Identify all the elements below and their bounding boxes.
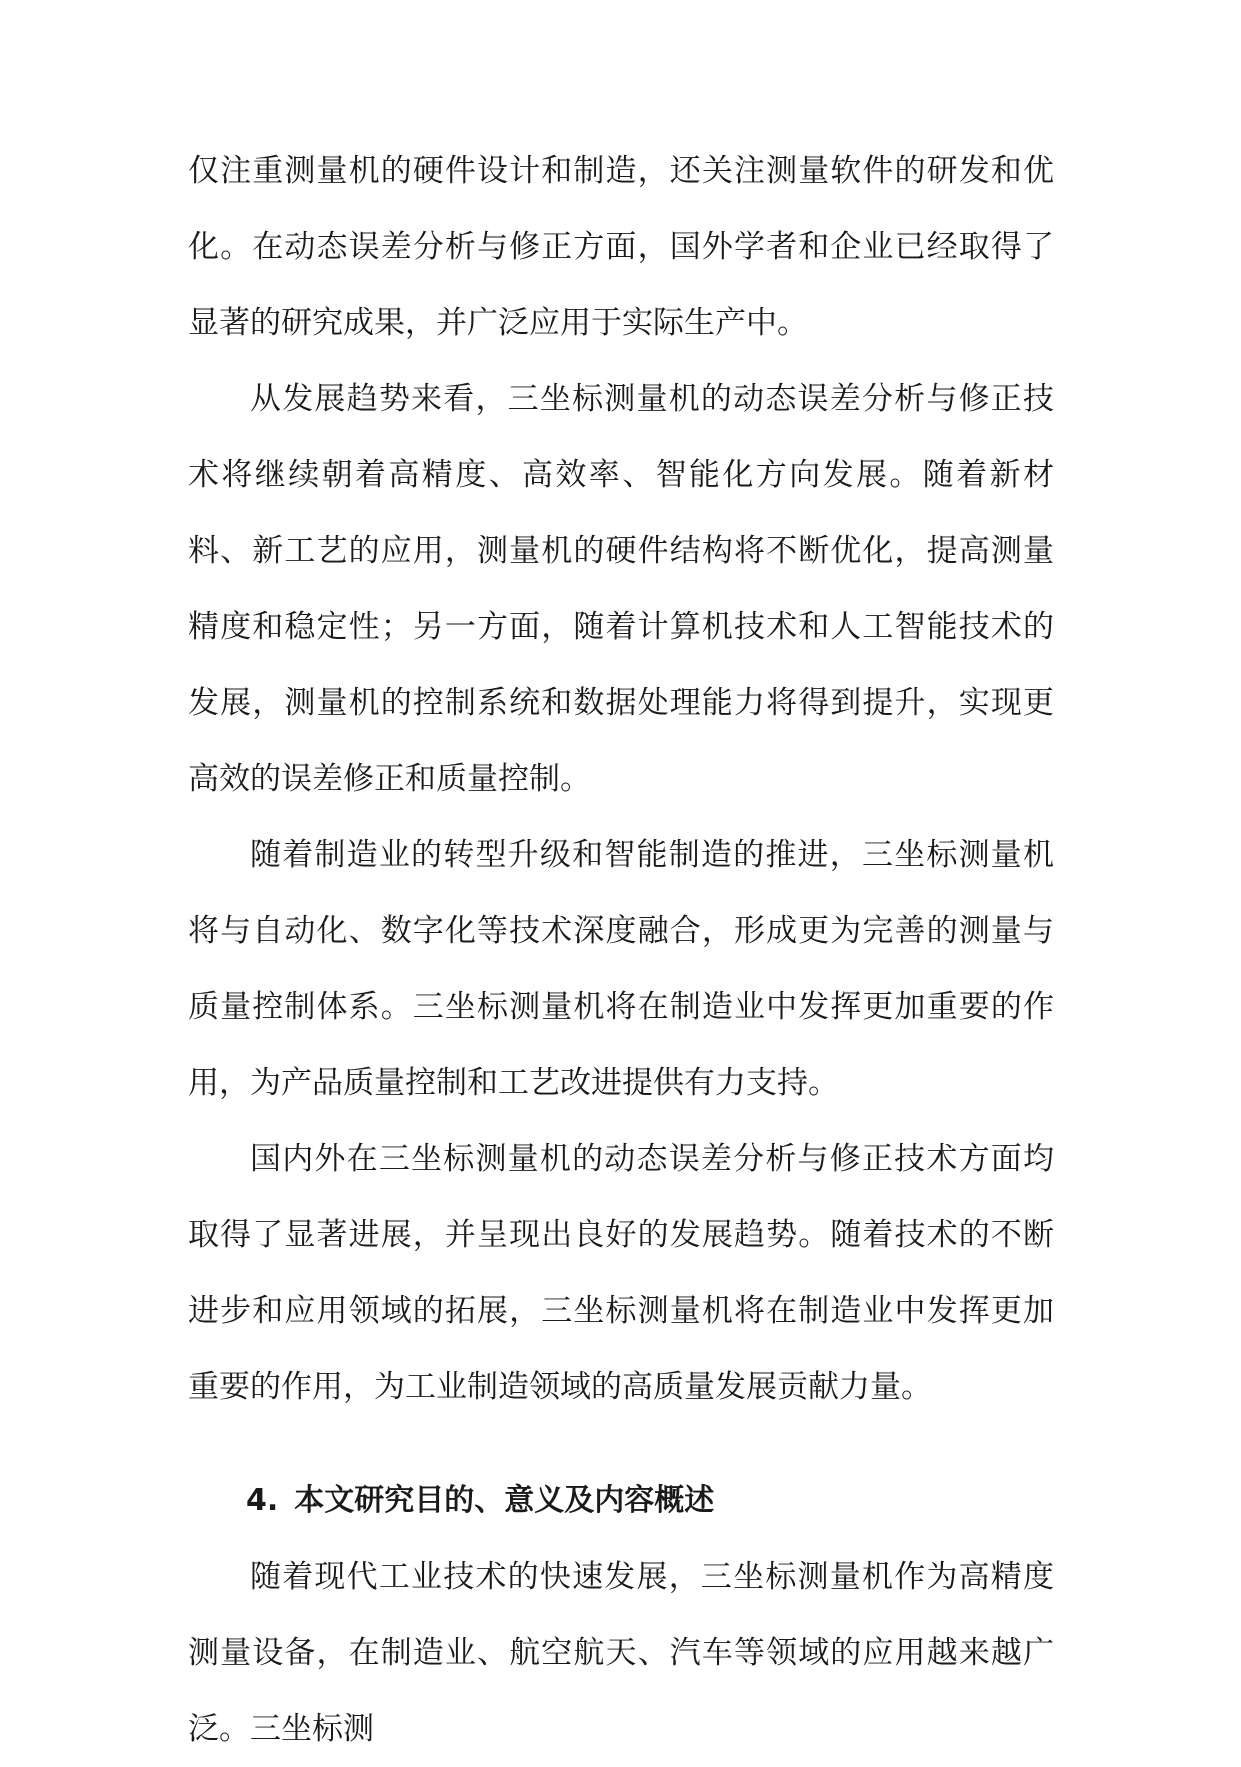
- paragraph-4: 国内外在三坐标测量机的动态误差分析与修正技术方面均取得了显著进展，并呈现出良好的发展趋势。随着技术的不断进步和应用领域的拓展，三坐标测量机将在制造业中发挥更加重要的作用，为工业制造领域的高质量发展贡献力量。: [188, 1141, 1054, 1405]
- section-paragraph-1: 随着现代工业技术的快速发展，三坐标测量机作为高精度测量设备，在制造业、航空航天、汽车等领域的应用越来越广泛。三坐标测: [188, 1559, 1054, 1747]
- section-number: 4.: [246, 1483, 279, 1518]
- document-page: [188, 133, 1054, 1767]
- paragraph-2: 从发展趋势来看，三坐标测量机的动态误差分析与修正技术将继续朝着高精度、高效率、智能化方向发展。随着新材料、新工艺的应用，测量机的硬件结构将不断优化，提高测量精度和稳定性；另一方面，随着计算机技术和人工智能技术的发展，测量机的控制系统和数据处理能力将得到提升，实现更高效的误差修正和质量控制。: [188, 381, 1054, 797]
- section-heading: [188, 1425, 1054, 1539]
- paragraph-1: 仅注重测量机的硬件设计和制造，还关注测量软件的研发和优化。在动态误差分析与修正方面，国外学者和企业已经取得了显著的研究成果，并广泛应用于实际生产中。: [188, 153, 1054, 341]
- paragraph-3: 随着制造业的转型升级和智能制造的推进，三坐标测量机将与自动化、数字化等技术深度融合，形成更为完善的测量与质量控制体系。三坐标测量机将在制造业中发挥更加重要的作用，为产品质量控制和工艺改进提供有力支持。: [188, 837, 1054, 1101]
- section-title: 本文研究目的、意义及内容概述: [294, 1483, 715, 1518]
